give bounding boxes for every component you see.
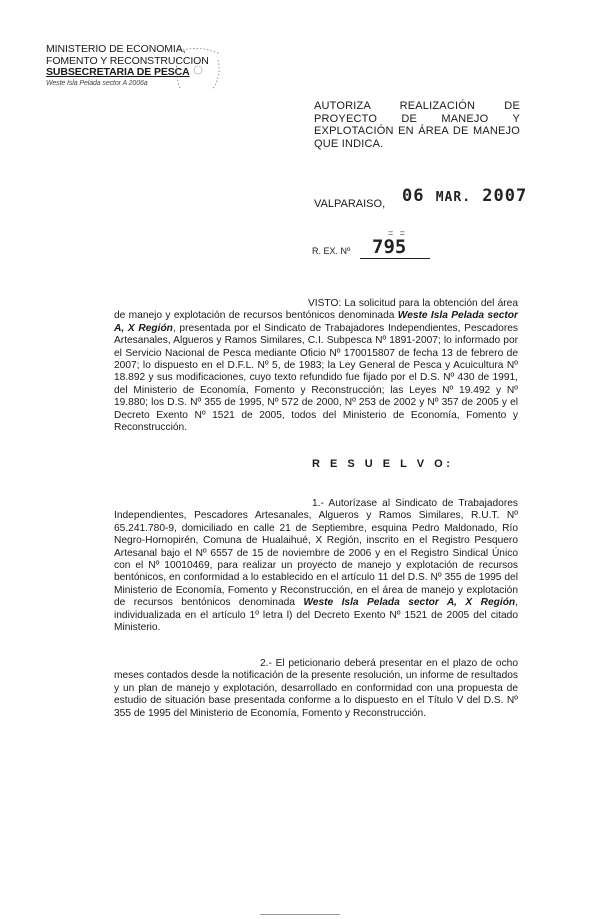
date-year: 2007 — [482, 186, 528, 206]
visto-text-2: , presentada por el Sindicato de Trabajadores Independientes, Pescadores Artesanales, Algueros y Ramos Similares, C.I. Subpesca Nº 1891-2007; lo informado por el Servicio Nacional de Pesca mediante Oficio Nº 170015807 de fecha 13 de febrero de 2007; lo dispuesto en el D.F.L. Nº 5, de 1983; la Ley General de Pesca y Acuicultura Nº 18.892 y sus modificaciones, cuyo texto refundido fue fijado por el D.S. Nº 430 de 1991, del Ministerio de Economía, Fomento y Reconstrucción; las Leyes Nº 19.492 y Nº 19.880; los D.S. Nº 355 de 1995, Nº 572 de 2000, Nº 253 de 2002 y Nº 357 de 2005 y el Decreto Exento Nº 1521 de 2005, todos del Ministerio de Economía, Fomento y Reconstrucción. — [114, 322, 518, 434]
ministry-line-2: FOMENTO Y RECONSTRUCCION — [46, 54, 209, 67]
article-1-area-name: Weste Isla Pelada sector A, X Región — [303, 597, 516, 609]
visto-lead: VISTO: — [308, 298, 342, 309]
date-month: MAR. — [435, 190, 472, 205]
date-day: 06 — [402, 186, 425, 206]
resolution-marks: = = — [388, 228, 408, 238]
resolution-number: 795 — [372, 236, 407, 258]
seal-stamp-icon — [168, 40, 228, 100]
resolution-underline — [360, 258, 430, 259]
date-stamp — [402, 186, 527, 206]
subject-line-3: EXPLOTACIÓN EN ÁREA DE MANEJO — [314, 125, 520, 137]
resuelvo-heading: R E S U E L V O: — [312, 458, 454, 470]
article-1-text-1: 1.- Autorízase al Sindicato de Trabajadores Independientes, Pescadores Artesanales, Algueros y Ramos Similares, R.U.T. Nº 65.241.780-9, domiciliado en calle 21 de Septiembre, esquina Pedro Maldonado, Río Negro-Hornopirén, Comuna de Hualaihué, X Región, inscrito en el Registro Pesquero Artesanal bajo el Nº 6557 de 15 de noviembre de 2006 y en el Registro Sindical Único con el Nº 10010469, para realizar un proyecto de manejo y explotación de recursos bentónicos, en conformidad a lo establecido en el artículo 11 del D.S. Nº 355 de 1995 del Ministerio de Economía, Fomento y Reconstrucción, en el área de manejo y explotación de recursos bentónicos denominada — [114, 498, 518, 609]
visto-area-name: Weste Isla Pelada sector A, X Región — [114, 310, 518, 334]
visto-text-1: La solicitud para la obtención del área de manejo y explotación de recursos bentónicos denominada — [114, 298, 518, 322]
subsecretaria-line: SUBSECRETARIA DE PESCA — [46, 66, 190, 78]
article-1-text-2: , individualizada en el artículo 1º letra l) del Decreto Exento Nº 1521 de 2005 del citado Ministerio. — [114, 597, 518, 634]
document-subject — [314, 100, 520, 150]
file-reference: Weste Isla Pelada sector A 2006a — [46, 79, 148, 87]
article-2-paragraph: 2.- El peticionario deberá presentar en el plazo de ocho meses contados desde la notificación de la presente resolución, un informe de resultados y un plan de manejo y explotación, desarrollado en conformidad con una propuesta de estudio de situación base presentada conforme a lo dispuesto en el Título V del D.S. Nº 355 de 1995 del Ministerio de Economía, Fomento y Reconstrucción. — [114, 658, 518, 719]
subject-line-4: QUE INDICA. — [314, 137, 384, 150]
subject-line-1: AUTORIZA REALIZACIÓN DE — [314, 100, 520, 112]
subject-line-2: PROYECTO DE MANEJO Y — [314, 112, 520, 125]
visto-paragraph — [114, 298, 518, 434]
article-1-paragraph — [114, 498, 518, 634]
footer-rule — [260, 914, 340, 915]
city-label: VALPARAISO, — [314, 198, 386, 210]
resolution-label: R. EX. Nº — [312, 246, 351, 256]
ministry-line-1: MINISTERIO DE ECONOMIA, — [46, 43, 186, 55]
